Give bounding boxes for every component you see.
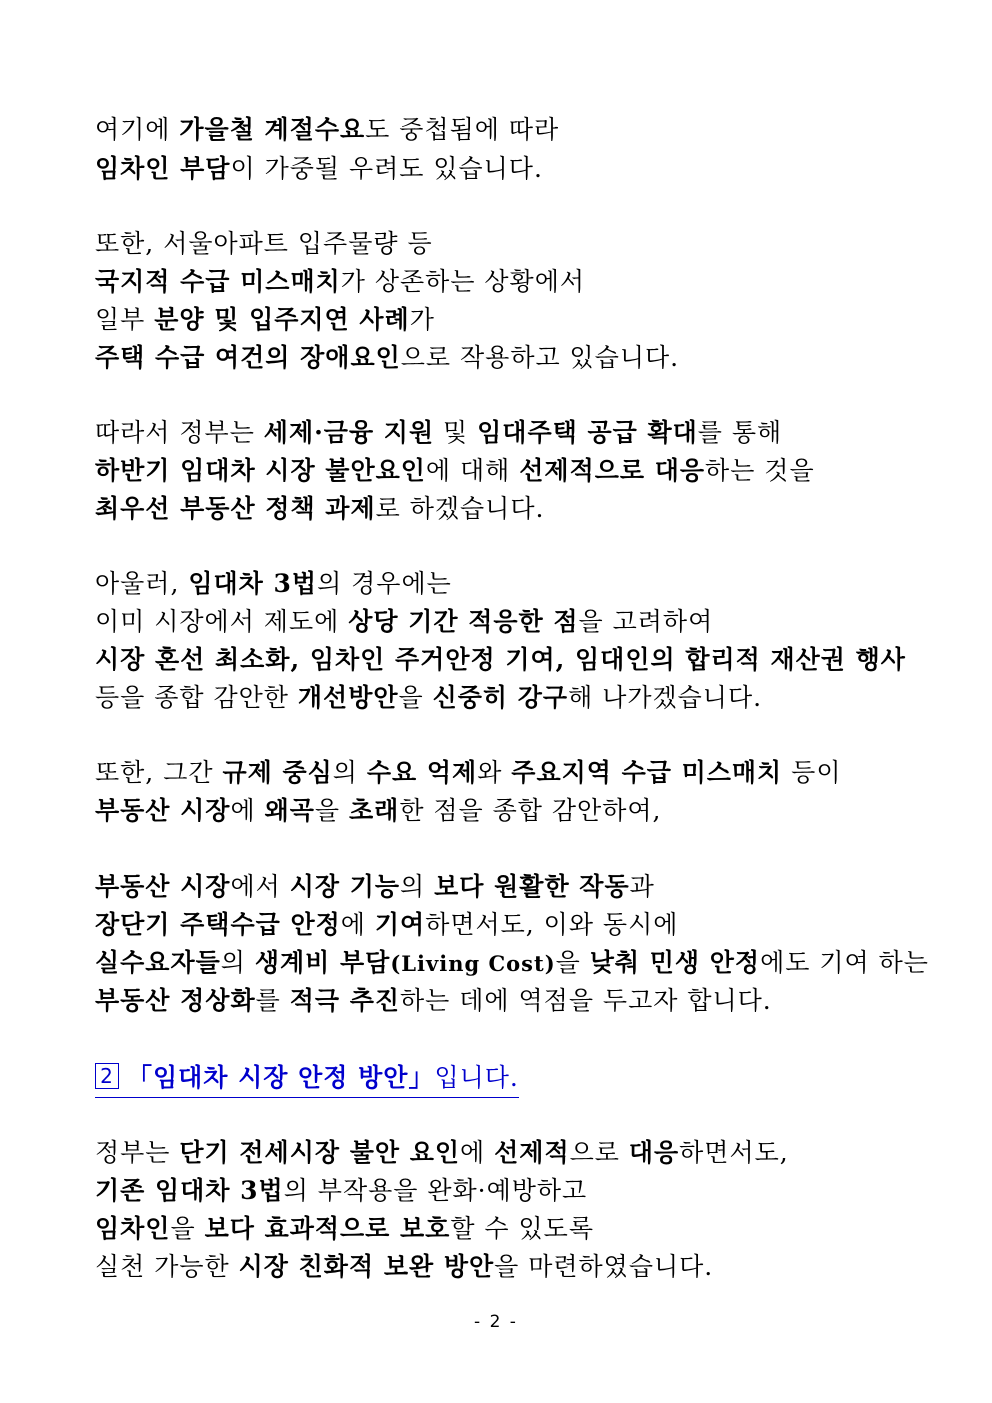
bold-text: 시장 혼선 최소화, 임차인 주거안정 기여, 임대인의 합리적 재산권 행사 [95, 645, 906, 674]
bold-text: 개선방안 [297, 683, 399, 712]
bold-text: 분양 및 입주지연 사례 [154, 305, 410, 334]
text: 아울러, [95, 569, 189, 598]
text-line [95, 111, 915, 149]
text-line [95, 982, 915, 1020]
section-heading [95, 1059, 519, 1098]
text-line [95, 414, 915, 452]
text: 여기에 [95, 115, 180, 144]
text: 을 [555, 948, 590, 977]
bold-text: 장단기 주택수급 안정 [95, 910, 341, 939]
text-line [95, 1172, 915, 1210]
text: 를 [255, 986, 290, 1015]
bold-text: 보다 효과적으로 보호 [204, 1214, 451, 1243]
text-line [95, 1210, 915, 1248]
text: 에 대해 [425, 456, 520, 485]
text-line [95, 452, 915, 490]
text: 을 고려하여 [578, 607, 714, 636]
bold-text: 시장 친화적 보완 방안 [238, 1252, 495, 1281]
text-line [95, 1134, 915, 1172]
bold-text: 낮춰 민생 안정 [589, 948, 761, 977]
text: 한 점을 종합 감안하여, [399, 796, 662, 825]
bold-text: 하반기 임대차 시장 불안요인 [95, 456, 426, 485]
text-line [95, 263, 915, 301]
text-line [95, 754, 915, 792]
text: 등이 [782, 758, 842, 787]
bold-text: 임차인 부담 [95, 154, 231, 183]
text-line [95, 906, 915, 944]
bold-text: 부동산 정상화 [95, 986, 256, 1015]
bold-text: 시장 기능 [289, 872, 401, 901]
bold-text: (Living Cost) [390, 951, 556, 976]
text: 이 가중될 우려도 있습니다. [230, 154, 543, 183]
bold-text: 가을철 계절수요 [179, 115, 366, 144]
text: 의 [332, 758, 367, 787]
text: 의 부작용을 완화·예방하고 [283, 1176, 588, 1205]
text: 을 [314, 796, 349, 825]
text: 할 수 있도록 [450, 1214, 594, 1243]
bold-text: 임대차 3법 [188, 569, 318, 598]
text: 에 [230, 796, 265, 825]
text-line [95, 565, 915, 603]
text-line [95, 868, 915, 906]
bold-text: 국지적 수급 미스매치 [95, 267, 341, 296]
text: 실천 가능한 [95, 1252, 239, 1281]
page-number: - 2 - [474, 1312, 518, 1332]
text-line [95, 679, 915, 717]
bold-text: 규제 중심 [222, 758, 333, 787]
text: 도 중첩됨에 따라 [365, 115, 560, 144]
text: 과 [629, 872, 655, 901]
text: 따라서 정부는 [95, 418, 264, 447]
bold-text: 신중히 강구 [432, 683, 569, 712]
text-line [95, 225, 915, 263]
text: 을 [398, 683, 433, 712]
text: 정부는 [95, 1138, 180, 1167]
text: 가 [409, 305, 435, 334]
text: 을 마련하였습니다. [494, 1252, 714, 1281]
text: 등을 종합 감안한 [95, 683, 298, 712]
text: 또한, 그간 [95, 758, 223, 787]
text: 의 [220, 948, 255, 977]
text: 를 통해 [697, 418, 783, 447]
text: 하는 것을 [705, 456, 815, 485]
text: 에 [340, 910, 375, 939]
bold-text: 부동산 시장 [95, 872, 231, 901]
bold-text: 실수요자들 [95, 948, 221, 977]
text-line [95, 792, 915, 830]
bold-text: 최우선 부동산 정책 과제 [95, 494, 376, 523]
bold-text: 주요지역 수급 미스매치 [511, 758, 783, 787]
section-title: 「임대차 시장 안정 방안」 [127, 1063, 435, 1092]
text-line [95, 490, 915, 528]
text: 에도 기여 하는 [760, 948, 929, 977]
section-title-suffix: 입니다. [434, 1063, 519, 1092]
text: 와 [477, 758, 512, 787]
bold-text: 대응 [628, 1138, 680, 1167]
text: 하면서도, [679, 1138, 789, 1167]
bold-text: 세제·금융 지원 [263, 418, 435, 447]
text-line [95, 1248, 915, 1286]
bold-text: 기존 임대차 3법 [95, 1176, 284, 1205]
bold-text: 적극 추진 [289, 986, 401, 1015]
text: 의 경우에는 [317, 569, 452, 598]
bold-text: 기여 [374, 910, 426, 939]
bold-text: 부동산 시장 [95, 796, 231, 825]
text: 에서 [230, 872, 290, 901]
text-line [95, 301, 915, 339]
bold-text: 선제적 [494, 1138, 570, 1167]
bold-text: 생계비 부담 [254, 948, 391, 977]
text-line [95, 944, 929, 982]
text: 이미 시장에서 제도에 [95, 607, 349, 636]
bold-text: 상당 기간 적응한 점 [348, 607, 579, 636]
text: 으로 [569, 1138, 629, 1167]
text: 또한, 서울아파트 입주물량 등 [95, 229, 433, 258]
text: 해 나가겠습니다. [568, 683, 763, 712]
text: 하는 데에 역점을 두고자 합니다. [400, 986, 772, 1015]
text-line [95, 339, 915, 377]
bold-text: 보다 원활한 작동 [434, 872, 630, 901]
text-line [95, 641, 915, 679]
text-line [95, 603, 915, 641]
text: 로 하겠습니다. [375, 494, 545, 523]
bold-text: 왜곡 [264, 796, 315, 825]
bold-text: 선제적으로 대응 [519, 456, 706, 485]
text: 일부 [95, 305, 155, 334]
bold-text: 수요 억제 [366, 758, 478, 787]
text: 에 [460, 1138, 495, 1167]
bold-text: 임대주택 공급 확대 [477, 418, 698, 447]
bold-text: 초래 [349, 796, 400, 825]
text: 가 상존하는 상황에서 [340, 267, 586, 296]
bold-text: 단기 전세시장 불안 요인 [179, 1138, 461, 1167]
text-line [95, 150, 915, 188]
text: 및 [434, 418, 478, 447]
text: 을 [170, 1214, 205, 1243]
section-number: 2 [95, 1063, 119, 1089]
text: 하면서도, 이와 동시에 [425, 910, 679, 939]
text: 으로 작용하고 있습니다. [400, 343, 680, 372]
text: 의 [400, 872, 435, 901]
bold-text: 주택 수급 여건의 장애요인 [95, 343, 401, 372]
bold-text: 임차인 [95, 1214, 171, 1243]
